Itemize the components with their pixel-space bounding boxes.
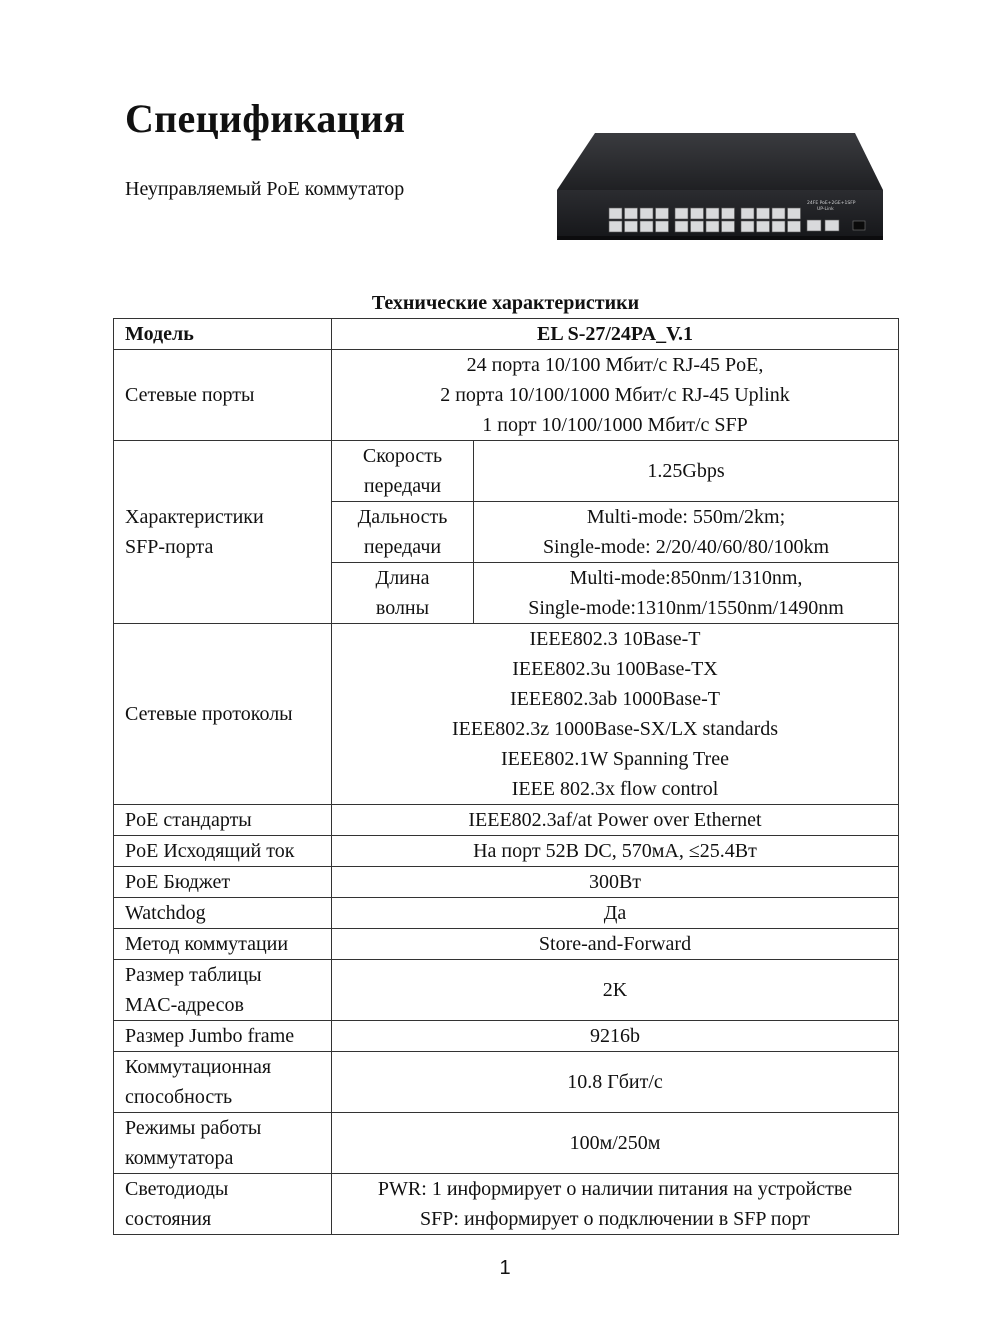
row-label-line: MAC-адресов	[125, 994, 244, 1016]
rj45-port-icon	[722, 221, 735, 232]
table-row	[114, 1113, 899, 1174]
protocol-line: IEEE802.1W Spanning Tree	[501, 748, 729, 770]
row-value-line: Да	[603, 902, 627, 924]
ports-line: 1 порт 10/100/1000 Мбит/с SFP	[482, 414, 748, 436]
table-row-model	[114, 319, 899, 350]
row-value	[332, 805, 899, 836]
table-row-sfp-speed	[114, 441, 899, 502]
table-row	[114, 1052, 899, 1113]
sfp-wavelength-value	[474, 563, 899, 624]
row-label	[114, 1052, 332, 1113]
network-switch-photo-icon	[555, 128, 885, 243]
row-label	[114, 929, 332, 960]
rj45-port-icon	[675, 221, 688, 232]
sfp-speed-label-line: Скорость	[362, 445, 443, 467]
row-label-line: способность	[125, 1086, 233, 1108]
rj45-port-icon	[757, 221, 770, 232]
rj45-port-icon	[706, 221, 719, 232]
row-label	[114, 1113, 332, 1174]
row-value-line: IEEE802.3af/at Power over Ethernet	[468, 809, 762, 831]
row-label	[114, 898, 332, 929]
row-label-line: Режимы работы	[125, 1117, 262, 1139]
row-value-line: 10.8 Гбит/с	[567, 1071, 663, 1093]
rj45-port-icon	[706, 208, 719, 219]
rj45-port-icon	[656, 208, 669, 219]
protocols-value	[332, 624, 899, 805]
sfp-distance-value-line: Multi-mode: 550m/2km;	[586, 506, 786, 528]
row-label-line: Светодиоды	[125, 1178, 229, 1200]
row-value-line: 2K	[602, 979, 628, 1001]
row-value	[332, 1174, 899, 1235]
sfp-speed-label	[332, 441, 474, 502]
ports-label: Сетевые порты	[114, 350, 332, 441]
sfp-label-line: Характеристики	[125, 506, 264, 528]
model-label: Модель	[114, 319, 332, 350]
row-label	[114, 805, 332, 836]
row-value	[332, 898, 899, 929]
row-label-line: PoE Бюджет	[125, 871, 231, 893]
rj45-port-icon	[625, 208, 638, 219]
row-label-line: Коммутационная	[125, 1056, 272, 1078]
row-value	[332, 836, 899, 867]
sfp-wavelength-label-line: Длина	[375, 567, 430, 589]
rj45-port-icon	[722, 208, 735, 219]
row-value	[332, 1113, 899, 1174]
row-label	[114, 960, 332, 1021]
sfp-distance-label-line: передачи	[363, 536, 442, 558]
protocol-line: IEEE802.3z 1000Base-SX/LX standards	[451, 718, 779, 740]
sfp-distance-label	[332, 502, 474, 563]
sfp-wavelength-label-line: волны	[375, 597, 430, 619]
row-label	[114, 836, 332, 867]
protocol-line: IEEE802.3ab 1000Base-T	[510, 688, 720, 710]
table-row-ports	[114, 350, 899, 441]
sfp-label-line: SFP-порта	[125, 536, 214, 558]
row-label-line: коммутатора	[125, 1147, 234, 1169]
table-row-protocols	[114, 624, 899, 805]
rj45-port-icon	[675, 208, 688, 219]
specification-table	[113, 318, 899, 1235]
rj45-port-icon	[691, 221, 704, 232]
row-value	[332, 867, 899, 898]
rj45-port-icon	[640, 221, 653, 232]
sfp-speed-value: 1.25Gbps	[474, 441, 899, 502]
row-value-line: PWR: 1 информирует о наличии питания на устройстве	[377, 1178, 853, 1200]
ports-value	[332, 350, 899, 441]
protocol-line: IEEE802.3 10Base-T	[529, 628, 701, 650]
table-row	[114, 929, 899, 960]
row-label-line: состояния	[125, 1208, 212, 1230]
row-label-line: Размер таблицы	[125, 964, 262, 986]
sfp-wavelength-label	[332, 563, 474, 624]
switch-label-line1: 24FE PoE+2GE+1SFP	[807, 201, 856, 206]
rj45-port-icon	[757, 208, 770, 219]
row-label-line: Watchdog	[125, 902, 206, 924]
row-value-line: Store-and-Forward	[538, 933, 692, 955]
table-row	[114, 836, 899, 867]
model-value: EL S-27/24PA_V.1	[332, 319, 899, 350]
page-number: 1	[499, 1257, 511, 1279]
table-row	[114, 960, 899, 1021]
protocol-line: IEEE 802.3x flow control	[511, 778, 719, 800]
page-title: Спецификация	[125, 96, 406, 141]
rj45-port-icon	[609, 208, 622, 219]
rj45-port-icon	[625, 221, 638, 232]
table-row	[114, 898, 899, 929]
table-caption: Технические характеристики	[371, 292, 640, 314]
row-value-line: 9216b	[590, 1025, 640, 1047]
sfp-distance-value	[474, 502, 899, 563]
rj45-port-icon	[640, 208, 653, 219]
row-label-line: Метод коммутации	[125, 933, 289, 955]
rj45-port-icon	[656, 221, 669, 232]
row-value	[332, 929, 899, 960]
rj45-port-icon	[772, 221, 785, 232]
table-row	[114, 1021, 899, 1052]
rj45-port-icon	[741, 221, 754, 232]
sfp-speed-label-line: передачи	[363, 475, 442, 497]
page-subtitle: Неуправляемый PoE коммутатор	[125, 178, 405, 200]
protocols-label: Сетевые протоколы	[114, 624, 332, 805]
table-row	[114, 867, 899, 898]
protocol-line: IEEE802.3u 100Base-TX	[512, 658, 718, 680]
sfp-label	[114, 441, 332, 624]
rj45-port-icon	[741, 208, 754, 219]
table-row	[114, 805, 899, 836]
row-value	[332, 1052, 899, 1113]
sfp-wavelength-value-line: Multi-mode:850nm/1310nm,	[569, 567, 803, 589]
table-row	[114, 1174, 899, 1235]
row-label	[114, 1021, 332, 1052]
row-value	[332, 960, 899, 1021]
switch-label-line2: UP-Link	[817, 207, 834, 212]
row-value	[332, 1021, 899, 1052]
row-value-line: SFP: информирует о подключении в SFP порт	[420, 1208, 810, 1230]
row-label-line: PoE стандарты	[125, 809, 252, 831]
row-value-line: На порт 52В DC, 570мА, ≤25.4Вт	[473, 840, 757, 862]
sfp-distance-value-line: Single-mode: 2/20/40/60/80/100km	[542, 536, 830, 558]
row-label	[114, 1174, 332, 1235]
ports-line: 24 порта 10/100 Мбит/с RJ-45 PoE,	[466, 354, 764, 376]
rj45-port-icon	[609, 221, 622, 232]
sfp-distance-label-line: Дальность	[357, 506, 448, 528]
row-value-line: 100м/250м	[569, 1132, 661, 1154]
rj45-port-icon	[772, 208, 785, 219]
row-label-line: Размер Jumbo frame	[125, 1025, 295, 1047]
rj45-port-icon	[691, 208, 704, 219]
row-label-line: PoE Исходящий ток	[125, 840, 295, 862]
sfp-wavelength-value-line: Single-mode:1310nm/1550nm/1490nm	[528, 597, 844, 619]
row-value-line: 300Вт	[588, 871, 642, 893]
ports-line: 2 порта 10/100/1000 Мбит/с RJ-45 Uplink	[440, 384, 790, 406]
rj45-port-icon	[788, 221, 801, 232]
row-label	[114, 867, 332, 898]
rj45-port-icon	[788, 208, 801, 219]
